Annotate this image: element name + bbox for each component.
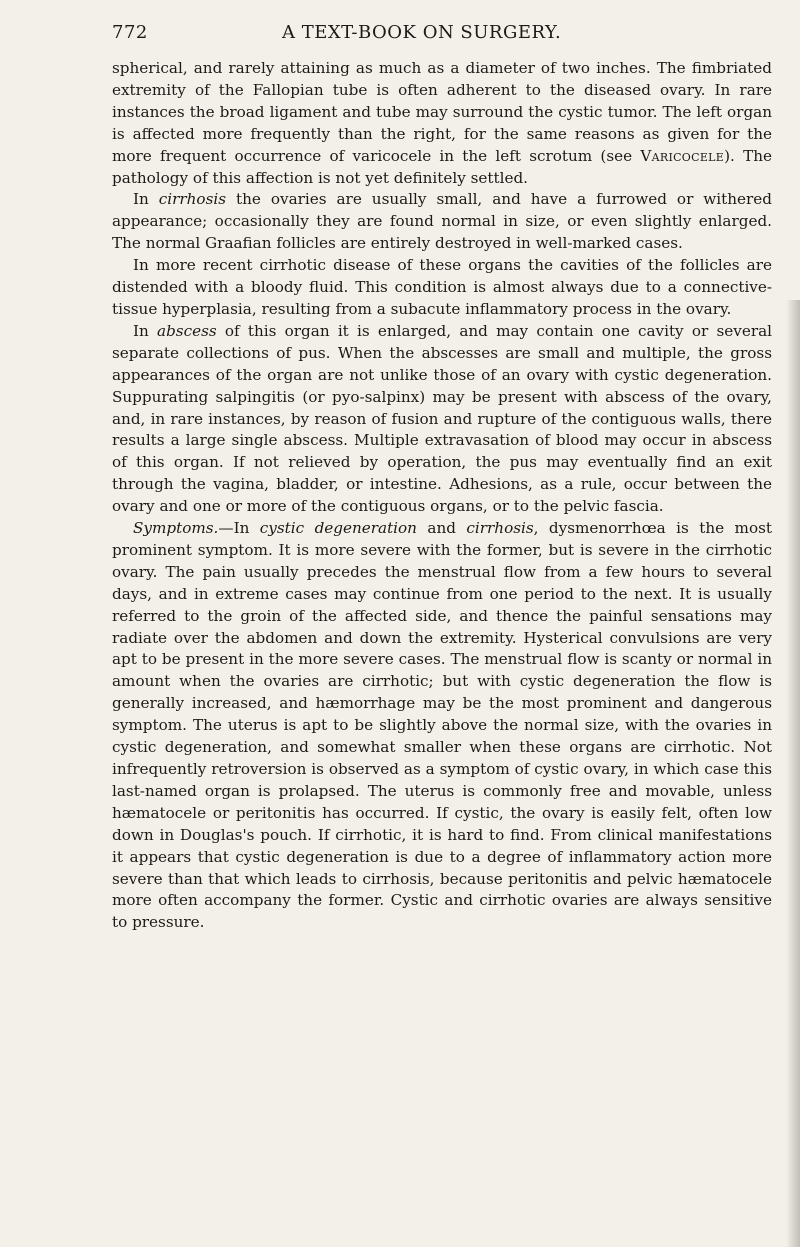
paragraph-text: of this organ it is enlarged, and may contain one cavity or several separate collections of pus. When the abscesses are small and multiple, the gross appearances of the organ are not unlike those of an ovary with cystic degeneration. Suppurating salpingitis (or pyo-salpinx) may be present with abscess of the ovary, and, in rare instances, by reason of fusion and rupture of the contiguous walls, there results a large single abscess. Multiple extravasation of blood may occur in abscess of this organ. If not relieved by operation, the pus may eventually find an exit through the vagina, bladder, or intestine. Adhesions, as a rule, occur between the ovary and one or more of the contiguous organs, or to the pelvic fascia. bbox=[112, 321, 772, 516]
cross-reference: Varicocele bbox=[640, 146, 725, 165]
paragraph-symptoms bbox=[112, 518, 772, 934]
emphasis-term: abscess bbox=[157, 321, 217, 340]
paragraph-text: the ovaries are usually small, and have a furrowed or withered appearance; occasionally they are found normal in size, or even slightly enlarged. The normal Graafian follicles are entirely destroyed in well-marked cases. bbox=[112, 190, 773, 253]
paragraph-text: ). The pathology of this affection is not yet definitely settled. bbox=[112, 146, 772, 187]
paragraph-text: —In bbox=[218, 519, 260, 538]
paragraph-cirrhosis bbox=[112, 189, 772, 255]
page-header bbox=[112, 14, 772, 50]
paragraph-varicocele bbox=[112, 58, 772, 189]
paragraph-recent-cirrhotic bbox=[112, 255, 772, 321]
page-edge-shadow bbox=[786, 300, 800, 1247]
paragraph-text: and bbox=[416, 519, 467, 538]
paragraph-text: , dysmenorrhœa is the most prominent symptom. It is more severe with the former, but is severe in the cirrhotic ovary. The pain usually precedes the menstrual flow from a few hours to several days, and in extreme cases may continue from one period to the next. It is usually referred to the groin of the affected side, and thence the painful sensations may radiate over the abdomen and down the extremity. Hysterical convulsions are very apt to be present in the more severe cases. The menstrual flow is scanty or normal in amount when the ovaries are cirrhotic; but with cystic degeneration the flow is generally increased, and hæmorrhage may be the most prominent and dangerous symptom. The uterus is apt to be slightly above the normal size, with the ovaries in cystic degeneration, and somewhat smaller when these organs are cirrhotic. Not infrequently retroversion is observed as a symptom of cystic ovary, in which case this last-named organ is prolapsed. The uterus is commonly free and movable, unless hæmatocele or peritonitis has occurred. If cystic, the ovary is easily felt, often low down in Douglas's pouch. If cirrhotic, it is hard to find. From clinical manifestations it appears that cystic degeneration is due to a degree of inflammatory action more severe than that which leads to cirrhosis, because peritonitis and pelvic hæmatocele more often accompany the former. Cystic and cirrhotic ovaries are always sensitive to pressure. bbox=[112, 519, 772, 932]
paragraph-text: spherical, and rarely attaining as much as a diameter of two inches. The fimbriated extremity of the Fallopian tube is often adherent to the diseased ovary. In rare instances the broad ligament and tube may surround the cystic tumor. The left organ is affected more frequently than the right, for the same reasons as given for the more frequent occurrence of varicocele in the left scrotum (see bbox=[112, 59, 772, 165]
page-number: 772 bbox=[112, 22, 148, 43]
emphasis-term: cystic degeneration bbox=[259, 519, 417, 538]
section-heading: Symptoms. bbox=[133, 519, 219, 538]
emphasis-term: cirrhosis bbox=[158, 190, 227, 209]
paragraph-abscess bbox=[112, 321, 772, 518]
running-title: A TEXT-BOOK ON SURGERY. bbox=[282, 22, 562, 43]
paragraph-text: In bbox=[133, 190, 159, 209]
emphasis-term: cirrhosis bbox=[466, 519, 534, 538]
body-text bbox=[112, 58, 772, 934]
paragraph-text: In bbox=[133, 321, 158, 340]
paragraph-text: In more recent cirrhotic disease of these organs the cavities of the follicles are distended with a bloody fluid. This condition is almost always due to a connective-tissue hyperplasia, resulting from a subacute inflammatory process in the ovary. bbox=[112, 256, 772, 318]
